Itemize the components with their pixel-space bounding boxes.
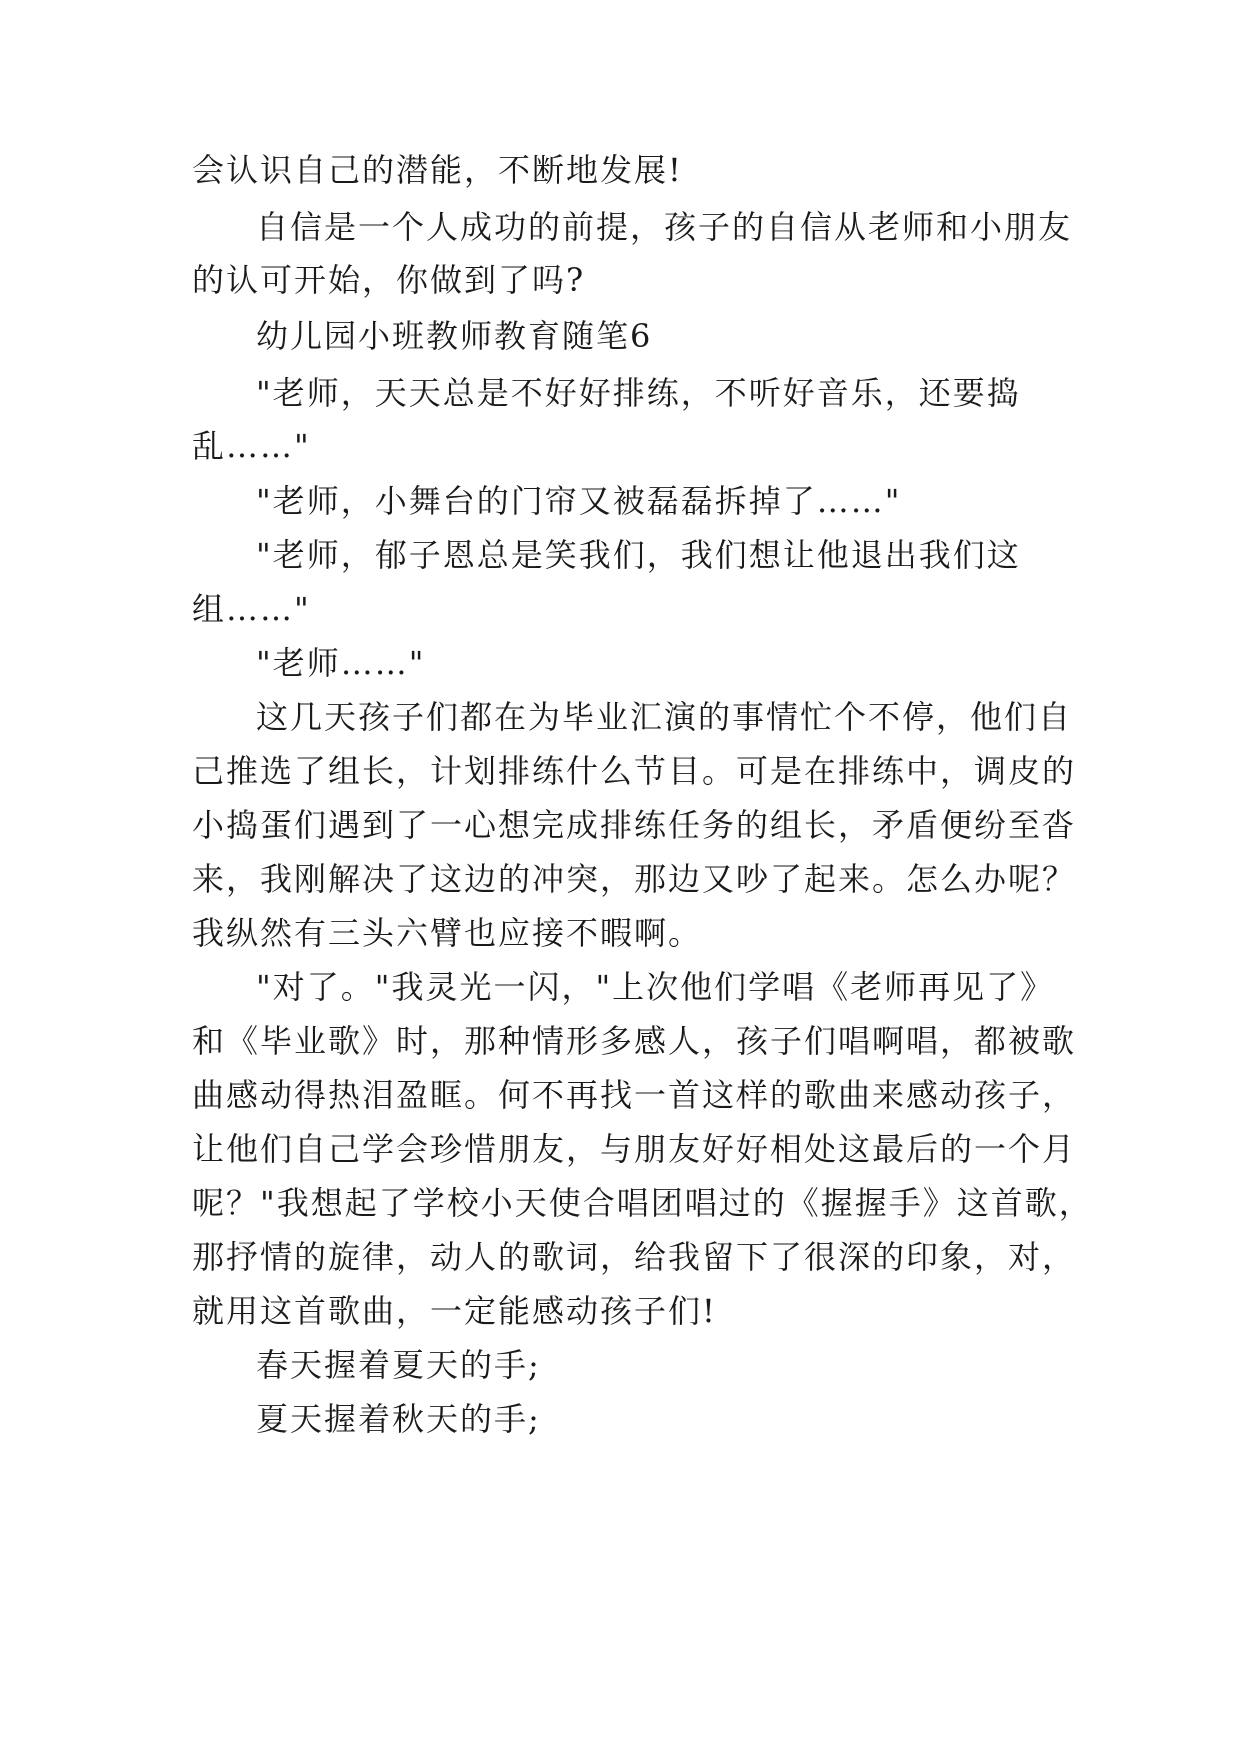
section-title: 幼儿园小班教师教育随笔6 (256, 317, 653, 355)
text-line: 让他们自己学会珍惜朋友，与朋友好好相处这最后的一个月 (192, 1130, 1077, 1168)
text-line: "对了。"我灵光一闪，"上次他们学唱《老师再见了》 (256, 968, 1055, 1006)
text-line: 春天握着夏天的手; (256, 1346, 541, 1384)
text-line: 这几天孩子们都在为毕业汇演的事情忙个不停，他们自 (256, 698, 1073, 736)
text-line: "老师，郁子恩总是笑我们，我们想让他退出我们这 (256, 536, 1021, 574)
text-line: 组……" (192, 590, 311, 628)
text-line: 会认识自己的潜能，不断地发展! (192, 151, 683, 189)
text-line: 夏天握着秋天的手; (256, 1400, 541, 1438)
text-line: 那抒情的旋律，动人的歌词，给我留下了很深的印象，对， (192, 1238, 1077, 1276)
text-line: 我纵然有三头六臂也应接不暇啊。 (192, 914, 703, 952)
text-line: 来，我刚解决了这边的冲突，那边又吵了起来。怎么办呢？ (192, 860, 1077, 898)
text-line: 乱……" (192, 427, 311, 465)
text-line: "老师，天天总是不好好排练，不听好音乐，还要捣 (256, 374, 1021, 412)
text-line: "老师……" (256, 644, 426, 682)
text-line: 和《毕业歌》时，那种情形多感人，孩子们唱啊唱，都被歌 (192, 1022, 1077, 1060)
text-line: 己推选了组长，计划排练什么节目。可是在排练中，调皮的 (192, 752, 1077, 790)
text-line: 曲感动得热泪盈眶。何不再找一首这样的歌曲来感动孩子， (192, 1076, 1077, 1114)
text-line: 的认可开始，你做到了吗? (192, 261, 586, 299)
text-line: 呢？"我想起了学校小天使合唱团唱过的《握握手》这首歌， (192, 1184, 1093, 1222)
text-line: 自信是一个人成功的前提，孩子的自信从老师和小朋友 (256, 208, 1073, 246)
text-line: 就用这首歌曲，一定能感动孩子们! (192, 1292, 717, 1330)
text-line: 小捣蛋们遇到了一心想完成排练任务的组长，矛盾便纷至沓 (192, 806, 1077, 844)
text-line: "老师，小舞台的门帘又被磊磊拆掉了……" (256, 482, 902, 520)
